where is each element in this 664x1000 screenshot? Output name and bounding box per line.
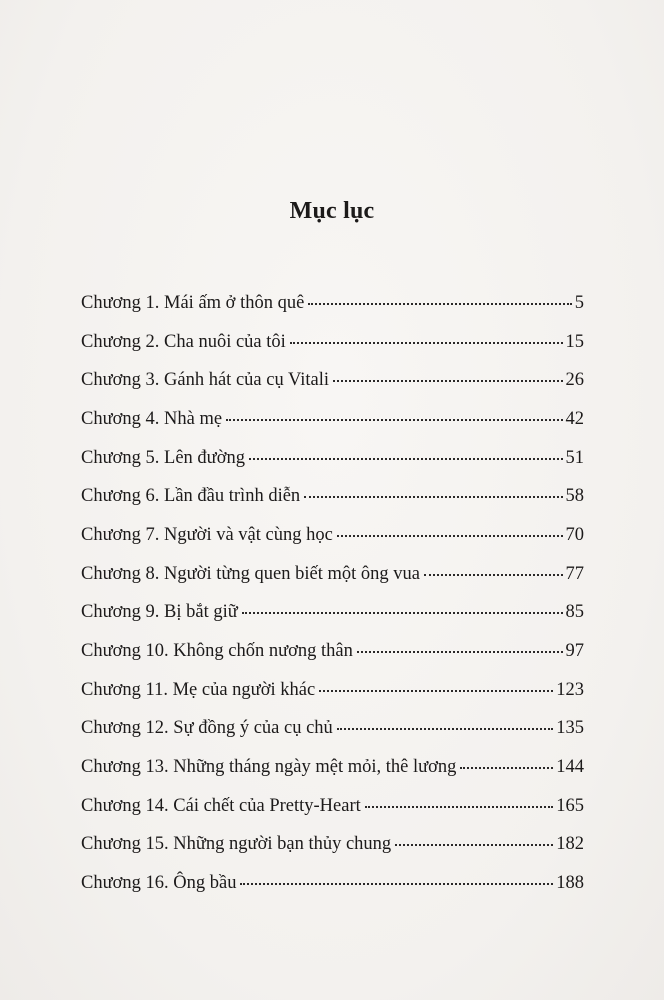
toc-entry-label: Chương 4. Nhà mẹ bbox=[81, 408, 223, 429]
toc-entry bbox=[81, 873, 584, 912]
toc-entry-page: 42 bbox=[565, 408, 584, 429]
toc-entry-page: 70 bbox=[565, 524, 584, 545]
dot-leader bbox=[240, 883, 553, 885]
toc-entry-label: Chương 1. Mái ấm ở thôn quê bbox=[81, 293, 305, 313]
dot-leader bbox=[395, 844, 553, 846]
toc-entry-label: Chương 7. Người và vật cùng học bbox=[81, 524, 333, 545]
toc-entry-label: Chương 11. Mẹ của người khác bbox=[81, 679, 316, 700]
toc-entry-label: Chương 3. Gánh hát của cụ Vitali bbox=[81, 370, 330, 391]
toc-entry-label: Chương 12. Sự đồng ý của cụ chủ bbox=[81, 718, 333, 739]
toc-entry-label: Chương 2. Cha nuôi của tôi bbox=[81, 331, 286, 352]
toc-entry-page: 77 bbox=[565, 563, 584, 584]
toc-entry-label: Chương 8. Người từng quen biết một ông vua bbox=[81, 563, 420, 584]
toc-entry bbox=[81, 796, 584, 835]
toc-entry-label: Chương 9. Bị bắt giữ bbox=[81, 602, 238, 623]
toc-entry-label: Chương 14. Cái chết của Pretty-Heart bbox=[81, 795, 361, 816]
toc-entry bbox=[81, 370, 584, 409]
toc-entry-page: 5 bbox=[574, 293, 584, 313]
toc-entry bbox=[81, 718, 584, 757]
dot-leader bbox=[424, 574, 563, 576]
toc-entry-page: 182 bbox=[556, 834, 584, 855]
toc-entry bbox=[81, 834, 584, 873]
dot-leader bbox=[304, 496, 562, 498]
toc-entry bbox=[81, 525, 584, 564]
toc-entry bbox=[81, 448, 584, 487]
dot-leader bbox=[319, 690, 553, 692]
toc-entry-label: Chương 6. Lần đầu trình diễn bbox=[81, 486, 301, 507]
dot-leader bbox=[308, 303, 571, 305]
toc-entry-page: 15 bbox=[565, 331, 584, 352]
dot-leader bbox=[290, 342, 563, 344]
toc-entry bbox=[81, 332, 584, 371]
table-of-contents bbox=[81, 293, 584, 912]
toc-entry bbox=[81, 564, 584, 603]
toc-entry-page: 123 bbox=[556, 679, 584, 700]
toc-entry-page: 58 bbox=[565, 486, 584, 507]
toc-entry-page: 188 bbox=[556, 872, 584, 893]
toc-entry-page: 51 bbox=[565, 447, 584, 468]
toc-entry-page: 97 bbox=[565, 640, 584, 661]
dot-leader bbox=[365, 806, 553, 808]
toc-entry bbox=[81, 680, 584, 719]
toc-entry bbox=[81, 293, 584, 332]
toc-entry bbox=[81, 641, 584, 680]
toc-entry-label: Chương 16. Ông bầu bbox=[81, 872, 237, 893]
toc-entry-label: Chương 10. Không chốn nương thân bbox=[81, 640, 353, 661]
dot-leader bbox=[242, 612, 563, 614]
toc-entry-page: 135 bbox=[556, 718, 584, 739]
dot-leader bbox=[460, 767, 553, 769]
toc-entry-page: 144 bbox=[556, 756, 584, 777]
dot-leader bbox=[249, 458, 563, 460]
dot-leader bbox=[333, 380, 562, 382]
dot-leader bbox=[357, 651, 563, 653]
toc-entry-page: 26 bbox=[565, 370, 584, 391]
dot-leader bbox=[337, 728, 553, 730]
toc-entry-page: 165 bbox=[556, 795, 584, 816]
toc-entry bbox=[81, 602, 584, 641]
dot-leader bbox=[337, 535, 563, 537]
toc-entry-label: Chương 15. Những người bạn thủy chung bbox=[81, 834, 392, 855]
dot-leader bbox=[226, 419, 562, 421]
toc-entry bbox=[81, 757, 584, 796]
toc-entry-label: Chương 13. Những tháng ngày mệt mỏi, thê lương bbox=[81, 756, 457, 777]
toc-entry-label: Chương 5. Lên đường bbox=[81, 447, 245, 468]
toc-entry bbox=[81, 486, 584, 525]
toc-entry-page: 85 bbox=[565, 602, 584, 623]
toc-entry bbox=[81, 409, 584, 448]
page-title: Mục lục bbox=[289, 198, 375, 224]
